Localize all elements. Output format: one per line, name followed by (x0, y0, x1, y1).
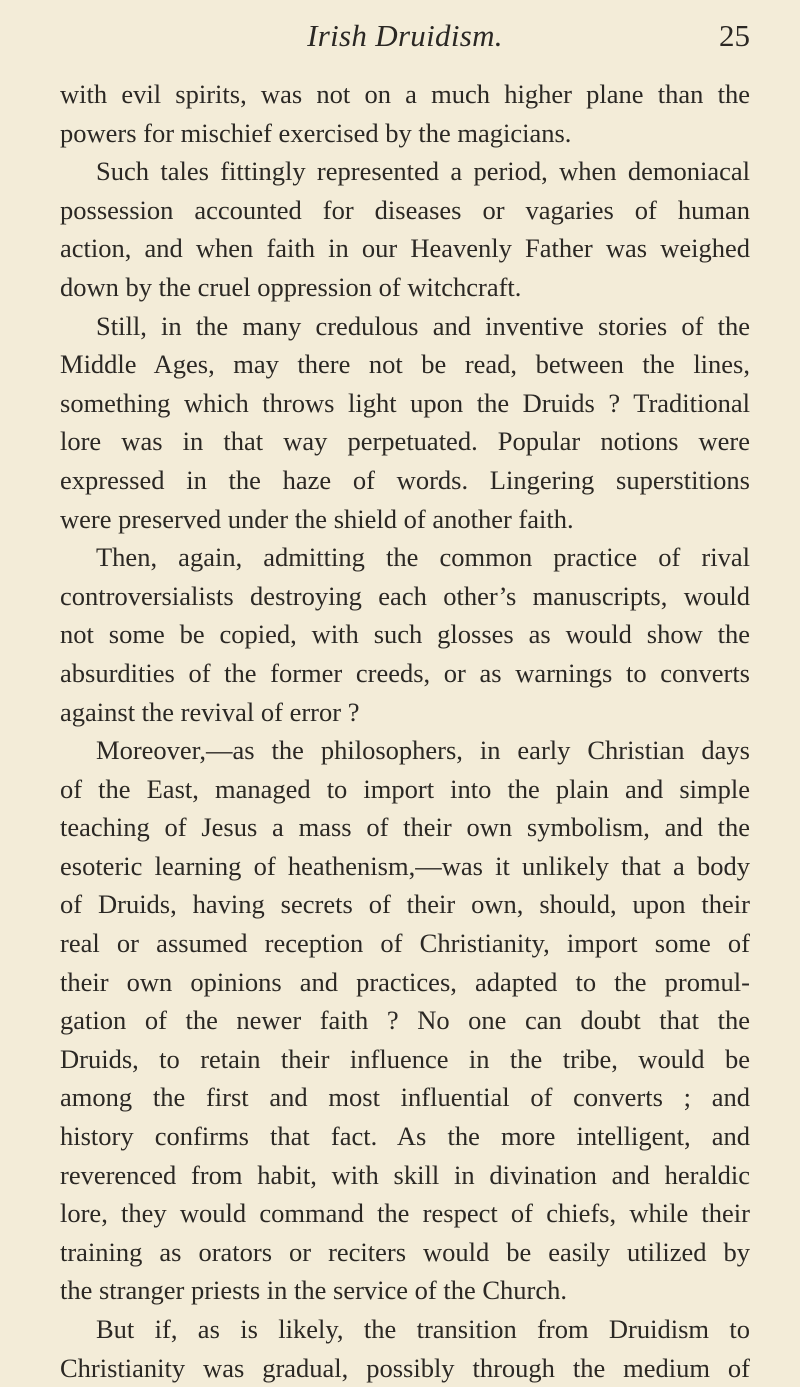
text-line: among the first and most influential of converts ; and (60, 1082, 750, 1113)
text-line: real or assumed reception of Christianity, import some of (60, 928, 750, 959)
text-line: controversialists destroying each other’s manuscripts, would (60, 580, 750, 611)
text-line: training as orators or reciters would be easily utilized by (60, 1236, 750, 1267)
text-line: Middle Ages, may there not be read, between the lines, (60, 349, 750, 380)
text-line: action, and when faith in our Heavenly Father was weighed (60, 233, 750, 264)
body-text (60, 75, 750, 1387)
text-line: Christianity was gradual, possibly through the medium of (60, 1352, 750, 1383)
paragraph-start-line: But if, as is likely, the transition from Druidism to (96, 1314, 750, 1344)
text-line: history confirms that fact. As the more intelligent, and (60, 1121, 750, 1152)
paragraph-start-line: Then, again, admitting the common practice of rival (96, 542, 750, 573)
text-line: were preserved under the shield of another faith. (60, 503, 574, 534)
page-number: 25 (719, 18, 750, 53)
text-line: esoteric learning of heathenism,—was it unlikely that a body (60, 850, 750, 881)
text-line: their own opinions and practices, adapted to the promul- (60, 966, 750, 997)
paragraph-start-line: Such tales fittingly represented a period, when demoniacal (96, 156, 750, 187)
text-line: Druids, to retain their influence in the tribe, would be (60, 1043, 750, 1074)
text-line: not some be copied, with such glosses as would show the (60, 619, 750, 650)
text-line: expressed in the haze of words. Lingering superstitions (60, 464, 750, 495)
paragraph-start-line: Moreover,—as the philosophers, in early Christian days (96, 735, 750, 766)
text-line: with evil spirits, was not on a much higher plane than the (60, 79, 750, 109)
text-line: of Druids, having secrets of their own, should, upon their (60, 889, 750, 920)
text-line: reverenced from habit, with skill in divination and heraldic (60, 1159, 750, 1190)
text-line: possession accounted for diseases or vagaries of human (60, 194, 750, 225)
text-line: lore was in that way perpetuated. Popular notions were (60, 426, 750, 457)
text-line: powers for mischief exercised by the magicians. (60, 117, 572, 148)
paragraph-start-line: Still, in the many credulous and inventive stories of the (96, 310, 750, 341)
text-line: teaching of Jesus a mass of their own symbolism, and the (60, 812, 750, 843)
text-line: against the revival of error ? (60, 696, 360, 727)
running-title: Irish Druidism. (307, 18, 503, 53)
page-header (60, 0, 750, 75)
text-line: gation of the newer faith ? No one can doubt that the (60, 1005, 750, 1036)
text-line: of the East, managed to import into the plain and simple (60, 773, 750, 804)
text-line: lore, they would command the respect of chiefs, while their (60, 1198, 750, 1229)
text-line: down by the cruel oppression of witchcraft. (60, 271, 522, 302)
text-line: something which throws light upon the Druids ? Traditional (60, 387, 750, 418)
text-line: absurdities of the former creeds, or as warnings to converts (60, 657, 750, 688)
text-line: the stranger priests in the service of the Church. (60, 1275, 568, 1306)
